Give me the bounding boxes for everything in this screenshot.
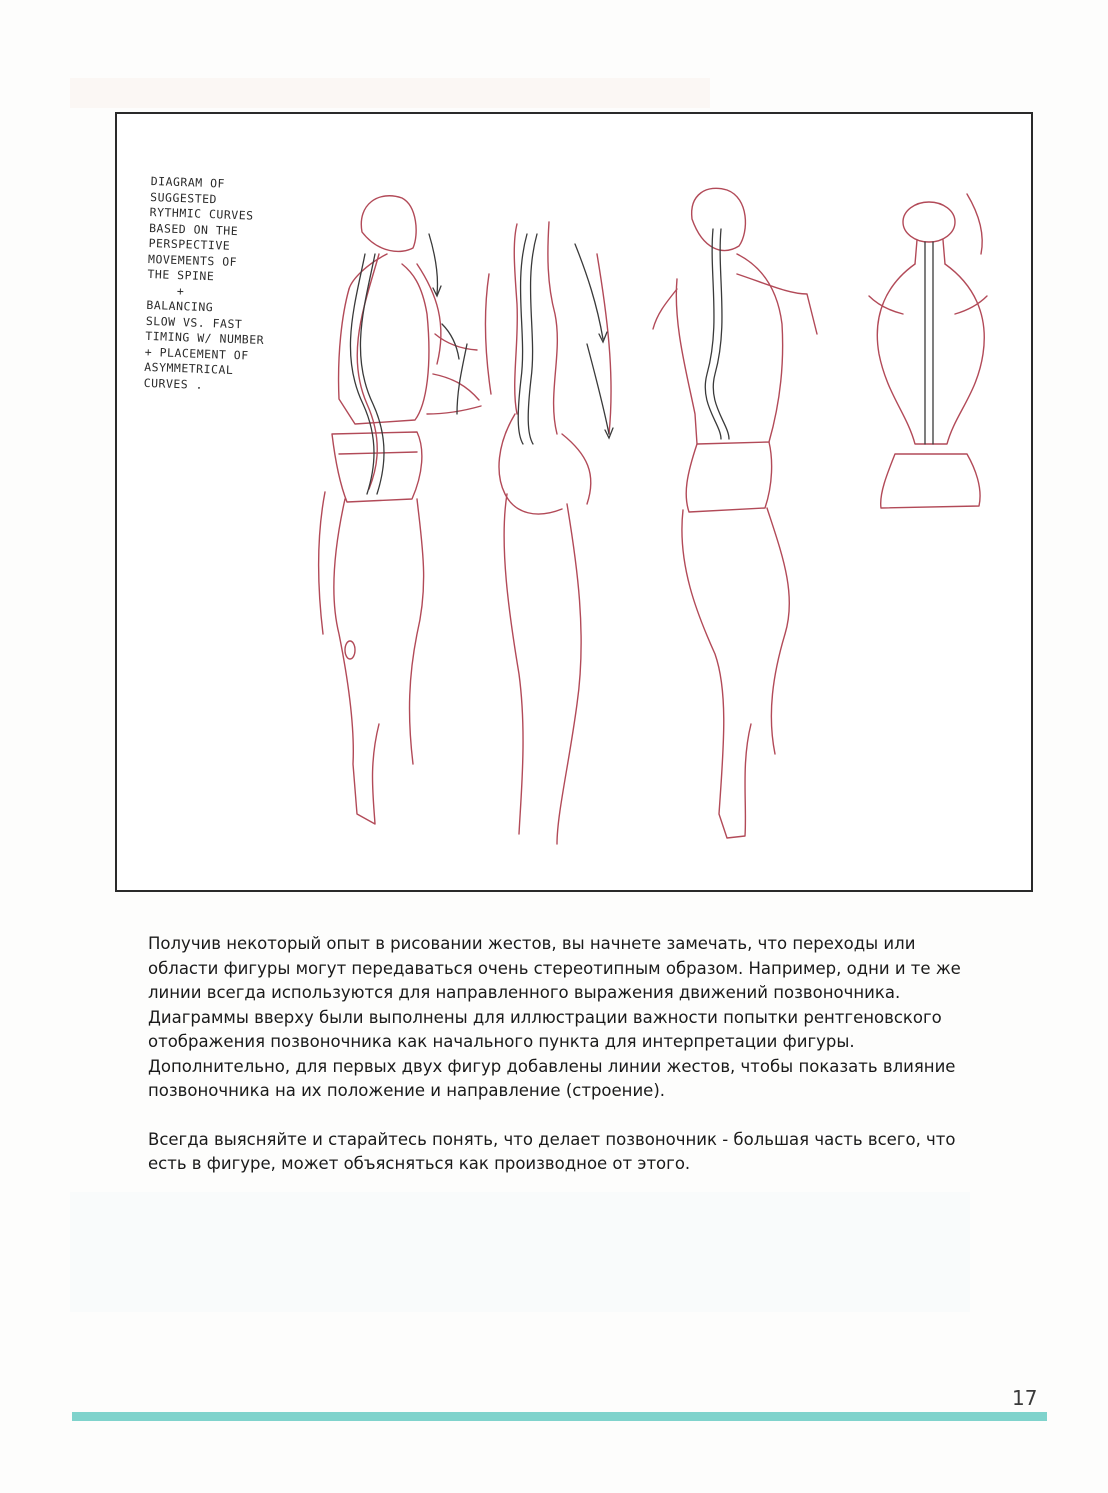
paragraph: Получив некоторый опыт в рисовании жестов, вы начнете замечать, что переходы или области фигуры могут передаваться очень стереотипным образом. Например, одни и те же линии всегда используются для направленного выражения движений позвоночника. Диаграммы вверху были выполнены для иллюстрации важности попытки рентгеновского отображения позвоночника как начального пункта для интерпретации фигуры. Дополнительно, для первых двух фигур добавлены линии жестов, чтобы показать влияние позвоночника на их положение и направление (строение). xyxy=(148,934,961,1100)
note-line: THE SPINE xyxy=(147,266,215,284)
figure-1-side-view xyxy=(319,196,481,824)
figure-3-back-view xyxy=(653,188,817,838)
note-line: SLOW VS. FAST xyxy=(145,313,243,331)
body-text xyxy=(148,932,978,1177)
page-background-tint xyxy=(70,78,710,108)
footer-bar xyxy=(72,1412,1047,1421)
spine-line-figure-1 xyxy=(350,254,374,494)
note-line: + xyxy=(176,283,185,298)
spine-line-figure-4 xyxy=(925,242,933,444)
note-line: BALANCING xyxy=(146,297,214,315)
note-line: ASYMMETRICAL xyxy=(144,359,234,377)
note-line: SUGGESTED xyxy=(149,189,218,206)
illustration-frame xyxy=(115,112,1033,892)
note-line: RYTHMIC CURVES xyxy=(149,204,254,223)
figure-2-gesture-view xyxy=(485,222,611,844)
page-number: 17 xyxy=(1012,1386,1038,1410)
note-line: BASED ON THE xyxy=(148,220,239,238)
spine-line-figure-2 xyxy=(518,234,527,444)
spine-line-figure-3 xyxy=(705,229,721,439)
paragraph: Всегда выясняйте и старайтесь понять, что делает позвоночник - большая часть всего, что есть в фигуре, может объясняться как производное от этого. xyxy=(148,1129,956,1173)
note-line: CURVES . xyxy=(143,375,204,392)
note-line: + PLACEMENT OF xyxy=(144,344,249,363)
spine-sketches xyxy=(117,114,1031,890)
note-line: TIMING W/ NUMBER xyxy=(145,328,265,348)
note-line: PERSPECTIVE xyxy=(148,235,231,253)
figure-4-front-view xyxy=(869,194,987,508)
note-line: MOVEMENTS OF xyxy=(147,251,238,269)
page-background-tint xyxy=(70,1192,970,1312)
note-line: DIAGRAM OF xyxy=(150,174,226,191)
